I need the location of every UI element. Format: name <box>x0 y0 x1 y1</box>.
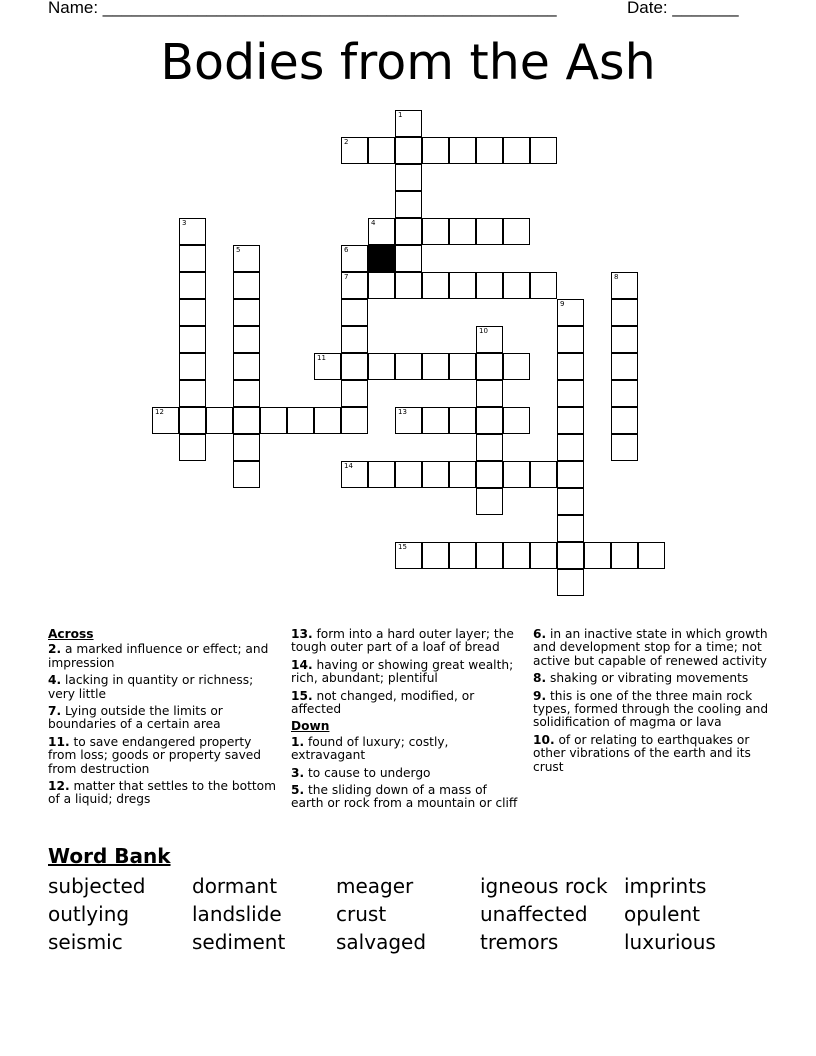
grid-cell[interactable] <box>179 326 206 353</box>
grid-cell[interactable] <box>233 272 260 299</box>
word-bank-item: landslide <box>192 902 282 926</box>
grid-cell[interactable] <box>611 380 638 407</box>
grid-cell[interactable] <box>530 137 557 164</box>
clue-across-13: 13. form into a hard outer layer; the tough outer part of a loaf of bread <box>291 627 514 655</box>
word-bank-title: Word Bank <box>48 844 171 868</box>
grid-cell[interactable] <box>422 137 449 164</box>
grid-cell[interactable] <box>179 218 206 245</box>
grid-cell[interactable] <box>395 191 422 218</box>
grid-cell[interactable] <box>476 488 503 515</box>
clue-across-14: 14. having or showing great wealth; rich, abundant; plentiful <box>291 657 514 686</box>
grid-cell[interactable] <box>557 569 584 596</box>
word-bank-item: salvaged <box>336 930 427 954</box>
grid-cell[interactable] <box>260 407 287 434</box>
cell-number: 14 <box>344 462 353 470</box>
grid-cell[interactable] <box>179 272 206 299</box>
grid-cell[interactable] <box>557 434 584 461</box>
grid-cell[interactable] <box>341 461 368 488</box>
grid-cell[interactable] <box>449 137 476 164</box>
clue-across-7: 7. Lying outside the limits or boundaries of a certain area <box>48 704 223 732</box>
word-bank-item: dormant <box>192 874 278 898</box>
cell-number: 13 <box>398 408 407 416</box>
name-field: Name: ________________________________________________ <box>48 0 557 17</box>
grid-cell[interactable] <box>476 434 503 461</box>
grid-cell[interactable] <box>611 353 638 380</box>
grid-cell[interactable] <box>395 272 422 299</box>
grid-cell[interactable] <box>557 299 584 326</box>
grid-cell[interactable] <box>422 407 449 434</box>
word-bank-item: igneous rock <box>480 874 608 898</box>
grid-cell[interactable] <box>233 380 260 407</box>
grid-cell[interactable] <box>395 353 422 380</box>
grid-cell[interactable] <box>476 326 503 353</box>
clue-across-2: 2. a marked influence or effect; and impression <box>48 642 269 670</box>
grid-cell[interactable] <box>179 299 206 326</box>
grid-cell[interactable] <box>503 272 530 299</box>
cell-number: 9 <box>560 300 565 308</box>
grid-cell[interactable] <box>611 542 638 569</box>
grid-cell[interactable] <box>341 326 368 353</box>
across-heading: Across <box>48 627 94 641</box>
clues-column-1 <box>48 628 280 811</box>
grid-cell[interactable] <box>368 353 395 380</box>
word-bank-item: crust <box>336 902 387 926</box>
grid-cell[interactable] <box>449 461 476 488</box>
grid-cell[interactable] <box>476 380 503 407</box>
grid-cell[interactable] <box>503 218 530 245</box>
grid-cell[interactable] <box>611 407 638 434</box>
grid-cell[interactable] <box>179 245 206 272</box>
cell-number: 4 <box>371 219 376 227</box>
grid-cell[interactable] <box>341 299 368 326</box>
date-field: Date: _______ <box>627 0 739 17</box>
cell-number: 3 <box>182 219 187 227</box>
grid-cell[interactable] <box>530 272 557 299</box>
grid-cell[interactable] <box>395 407 422 434</box>
grid-cell[interactable] <box>368 272 395 299</box>
grid-cell[interactable] <box>611 434 638 461</box>
grid-cell[interactable] <box>233 245 260 272</box>
cell-number: 7 <box>344 273 349 281</box>
grid-cell[interactable] <box>206 407 233 434</box>
grid-cell[interactable] <box>476 272 503 299</box>
grid-cell[interactable] <box>557 380 584 407</box>
cell-number: 5 <box>236 246 241 254</box>
grid-cell[interactable] <box>314 407 341 434</box>
clue-down-9: 9. this is one of the three main rock types, formed through the cooling and solidification of magma or lava <box>533 688 769 730</box>
grid-cell[interactable] <box>638 542 665 569</box>
word-bank-item: meager <box>336 874 414 898</box>
clue-down-6: 6. in an inactive state in which growth and development stop for a time; not active but capable of renewed activity <box>533 627 768 668</box>
clues-column-2 <box>291 628 523 815</box>
down-heading: Down <box>291 719 330 734</box>
grid-cell[interactable] <box>530 461 557 488</box>
grid-cell[interactable] <box>368 218 395 245</box>
cell-number: 6 <box>344 246 349 254</box>
grid-cell[interactable] <box>503 542 530 569</box>
word-bank-item: luxurious <box>624 930 716 954</box>
grid-cell[interactable] <box>179 380 206 407</box>
grid-cell[interactable] <box>503 137 530 164</box>
grid-cell[interactable] <box>233 407 260 434</box>
grid-cell[interactable] <box>287 407 314 434</box>
grid-cell[interactable] <box>179 407 206 434</box>
clue-across-4: 4. lacking in quantity or richness; very little <box>48 673 254 701</box>
grid-cell[interactable] <box>395 245 422 272</box>
grid-cell[interactable] <box>341 407 368 434</box>
grid-cell[interactable] <box>233 434 260 461</box>
grid-cell[interactable] <box>611 326 638 353</box>
cell-number: 11 <box>317 354 326 362</box>
grid-cell[interactable] <box>422 218 449 245</box>
grid-cell[interactable] <box>233 461 260 488</box>
word-bank-item: opulent <box>624 902 700 926</box>
grid-cell[interactable] <box>557 515 584 542</box>
grid-cell[interactable] <box>557 461 584 488</box>
grid-cell[interactable] <box>476 353 503 380</box>
grid-cell[interactable] <box>341 272 368 299</box>
grid-cell[interactable] <box>152 407 179 434</box>
grid-cell[interactable] <box>476 137 503 164</box>
grid-cell[interactable] <box>530 542 557 569</box>
grid-cell[interactable] <box>341 380 368 407</box>
grid-cell[interactable] <box>395 110 422 137</box>
grid-cell[interactable] <box>584 542 611 569</box>
word-bank-item: outlying <box>48 902 130 926</box>
grid-cell[interactable] <box>476 461 503 488</box>
grid-cell[interactable] <box>341 353 368 380</box>
grid-cell[interactable] <box>314 353 341 380</box>
cell-number: 8 <box>614 273 619 281</box>
cell-number: 1 <box>398 111 403 119</box>
clue-down-1: 1. found of luxury; costly, extravagant <box>291 734 449 763</box>
grid-cell[interactable] <box>395 218 422 245</box>
grid-cell[interactable] <box>179 434 206 461</box>
word-bank-item: unaffected <box>480 902 588 926</box>
grid-cell[interactable] <box>233 353 260 380</box>
word-bank-item: tremors <box>480 930 559 954</box>
grid-cell[interactable] <box>503 407 530 434</box>
clue-down-8: 8. shaking or vibrating movements <box>533 671 749 686</box>
clue-across-15: 15. not changed, modified, or affected <box>291 688 475 717</box>
clue-across-11: 11. to save endangered property from loss; goods or property saved from destruction <box>48 734 262 776</box>
cell-number: 15 <box>398 543 407 551</box>
grid-cell[interactable] <box>395 542 422 569</box>
grid-cell[interactable] <box>449 542 476 569</box>
grid-cell[interactable] <box>611 272 638 299</box>
grid-cell[interactable] <box>422 272 449 299</box>
page-title: Bodies from the Ash <box>160 34 656 91</box>
grid-cell[interactable] <box>611 299 638 326</box>
grid-cell[interactable] <box>449 272 476 299</box>
grid-cell[interactable] <box>422 461 449 488</box>
grid-cell[interactable] <box>557 542 584 569</box>
grid-cell[interactable] <box>341 245 368 272</box>
grid-cell[interactable] <box>557 407 584 434</box>
clue-down-5: 5. the sliding down of a mass of earth or rock from a mountain or cliff <box>291 783 518 811</box>
grid-cell[interactable] <box>422 542 449 569</box>
grid-cell[interactable] <box>449 353 476 380</box>
word-bank-item: sediment <box>192 930 286 954</box>
grid-cell[interactable] <box>476 218 503 245</box>
grid-cell[interactable] <box>476 542 503 569</box>
grid-cell[interactable] <box>449 218 476 245</box>
cell-number: 10 <box>479 327 488 335</box>
grid-cell[interactable] <box>395 137 422 164</box>
grid-cell[interactable] <box>368 461 395 488</box>
grid-cell[interactable] <box>233 326 260 353</box>
grid-cell[interactable] <box>557 326 584 353</box>
word-bank-item: subjected <box>48 874 146 898</box>
grid-cell[interactable] <box>395 461 422 488</box>
grid-cell[interactable] <box>503 461 530 488</box>
cell-number: 2 <box>344 138 349 146</box>
grid-cell[interactable] <box>341 137 368 164</box>
grid-cell[interactable] <box>449 407 476 434</box>
grid-cell[interactable] <box>503 353 530 380</box>
grid-cell[interactable] <box>233 299 260 326</box>
grid-cell[interactable] <box>557 353 584 380</box>
grid-cell[interactable] <box>395 164 422 191</box>
clue-down-10: 10. of or relating to earthquakes or other vibrations of the earth and its crust <box>533 732 751 774</box>
blocked-cell <box>368 245 395 272</box>
clue-across-12: 12. matter that settles to the bottom of a liquid; dregs <box>48 779 276 807</box>
grid-cell[interactable] <box>368 137 395 164</box>
word-bank-item: imprints <box>624 874 707 898</box>
cell-number: 12 <box>155 408 164 416</box>
grid-cell[interactable] <box>557 488 584 515</box>
clues-column-3 <box>533 628 773 778</box>
clue-down-3: 3. to cause to undergo <box>291 765 431 780</box>
word-bank-item: seismic <box>48 930 123 954</box>
grid-cell[interactable] <box>422 353 449 380</box>
grid-cell[interactable] <box>179 353 206 380</box>
grid-cell[interactable] <box>476 407 503 434</box>
